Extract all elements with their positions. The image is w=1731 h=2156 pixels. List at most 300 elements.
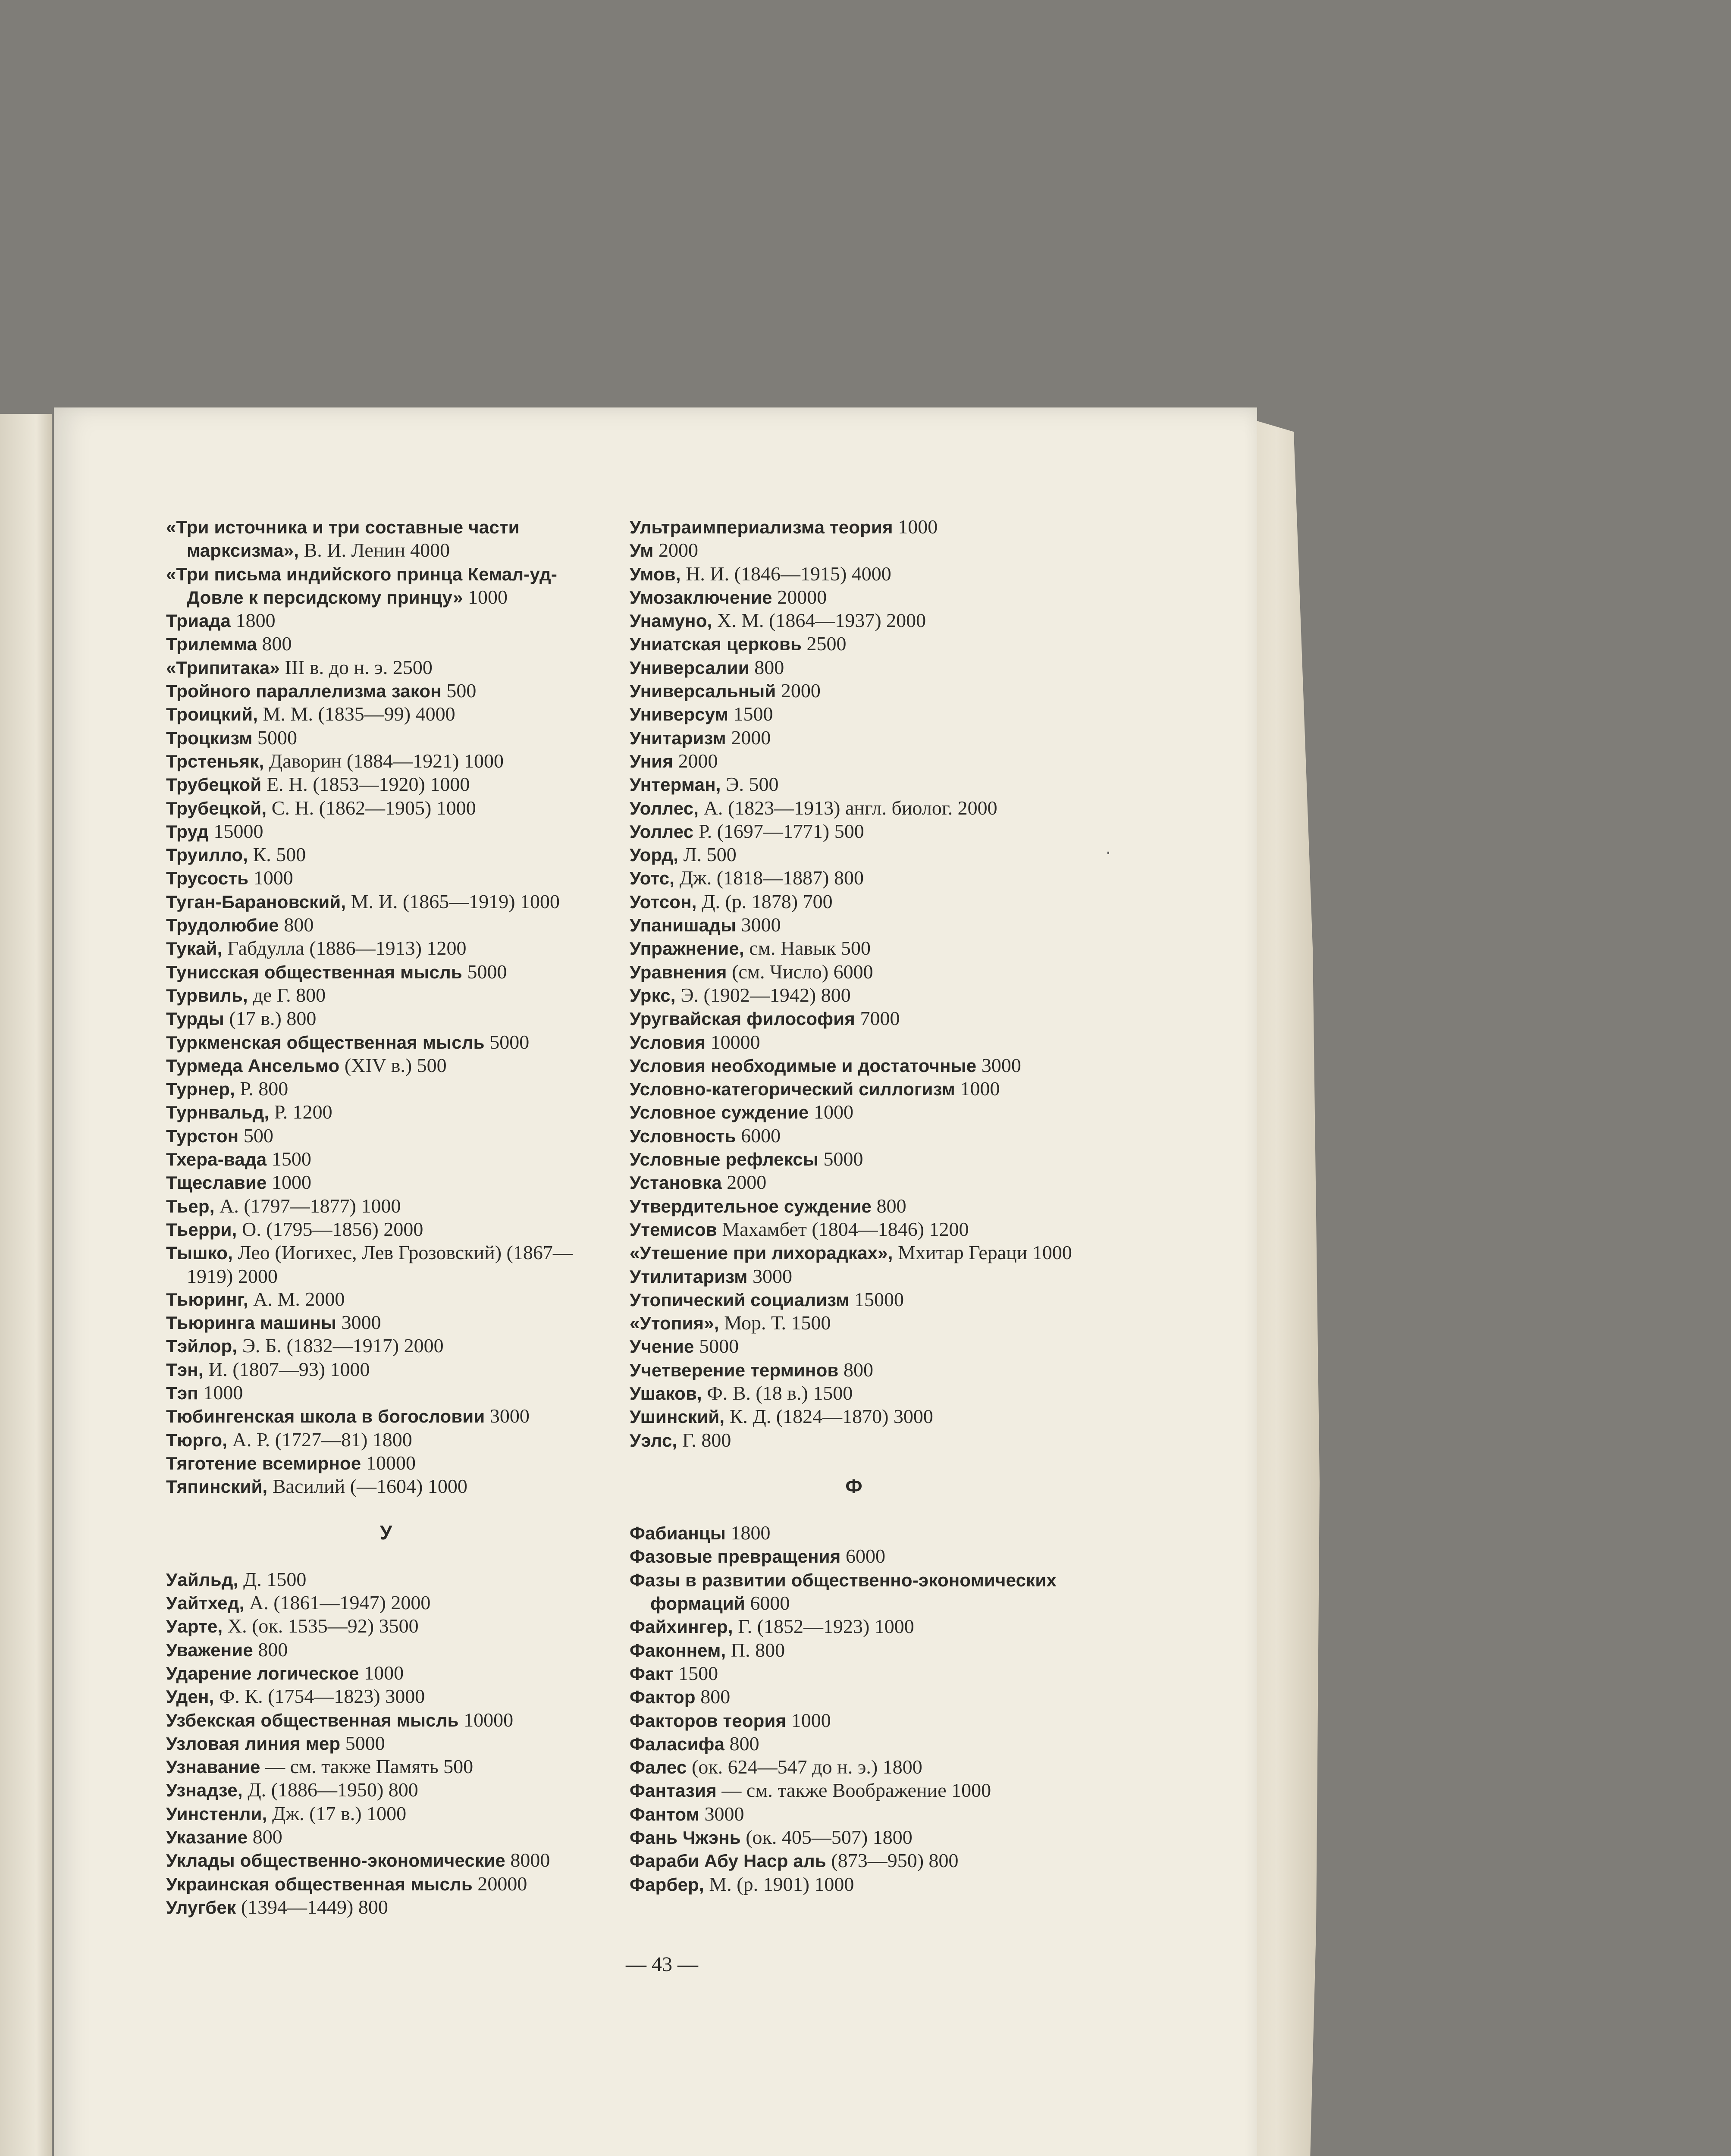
index-entry bbox=[166, 1054, 606, 1077]
index-entry bbox=[166, 1194, 606, 1218]
index-entry bbox=[166, 656, 606, 679]
entry-details: 20000 bbox=[772, 586, 827, 608]
entry-details: К. Д. (1824—1870) 3000 bbox=[724, 1405, 933, 1428]
entry-term: Тяпинский, bbox=[166, 1476, 268, 1497]
entry-term: Уравнения bbox=[630, 962, 727, 982]
entry-details: Э. (1902—1942) 800 bbox=[675, 984, 851, 1006]
entry-details: Ф. К. (1754—1823) 3000 bbox=[214, 1685, 425, 1708]
entry-term: Узнавание bbox=[166, 1757, 260, 1777]
index-entry bbox=[630, 820, 1078, 843]
entry-term: Фараби Абу Наср аль bbox=[630, 1851, 826, 1871]
entry-term: Тщеславие bbox=[166, 1172, 267, 1193]
entry-term: Тэйлор, bbox=[166, 1336, 238, 1357]
entry-term: Троцкизм bbox=[166, 727, 253, 748]
entry-term: Трусость bbox=[166, 868, 249, 889]
entry-details: 500 bbox=[441, 680, 477, 702]
entry-details: Мхитар Гераци 1000 bbox=[893, 1241, 1072, 1264]
index-entry bbox=[166, 1591, 606, 1614]
index-entry bbox=[166, 866, 606, 890]
index-entry bbox=[166, 1358, 606, 1381]
entry-details: де Г. 800 bbox=[248, 984, 326, 1006]
index-entry bbox=[166, 515, 606, 562]
entry-details: 2000 bbox=[673, 749, 718, 772]
index-entry bbox=[166, 1007, 606, 1030]
entry-details: (ок. 624—547 до н. э.) 1800 bbox=[687, 1756, 922, 1778]
entry-term: Тунисская общественная мысль bbox=[166, 962, 462, 982]
entry-term: Утемисов bbox=[630, 1219, 717, 1240]
entry-term: Факторов теория bbox=[630, 1710, 787, 1731]
entry-term: Узловая линия мер bbox=[166, 1733, 341, 1754]
entry-term: Универсальный bbox=[630, 681, 776, 702]
index-entry bbox=[166, 1849, 606, 1872]
entry-term: Фань Чжэнь bbox=[630, 1827, 741, 1848]
entry-details: Мор. Т. 1500 bbox=[719, 1312, 831, 1334]
index-entry bbox=[630, 1545, 1078, 1568]
entry-term: Турды bbox=[166, 1009, 224, 1029]
entry-term: Туган-Барановский, bbox=[166, 891, 346, 912]
entry-details: 800 bbox=[257, 633, 292, 655]
left-entries-top bbox=[166, 515, 606, 1498]
page-number: — 43 — bbox=[626, 1953, 698, 1976]
entry-term: Уайльд, bbox=[166, 1569, 238, 1590]
entry-details: 800 bbox=[838, 1358, 873, 1381]
entry-term: Улугбек bbox=[166, 1897, 236, 1918]
entry-term: Условное суждение bbox=[630, 1102, 809, 1123]
entry-term: Фазы в развитии общественно-экономических формаций bbox=[630, 1570, 1057, 1614]
entry-details: 1500 bbox=[267, 1148, 311, 1170]
index-entry bbox=[166, 984, 606, 1007]
entry-term: Турвиль, bbox=[166, 985, 248, 1006]
entry-term: Тхера-вада bbox=[166, 1149, 267, 1170]
index-entry bbox=[166, 1404, 606, 1428]
entry-details: — см. также Воображение 1000 bbox=[716, 1779, 991, 1802]
index-entry bbox=[166, 562, 606, 609]
entry-term: Тьюринг, bbox=[166, 1289, 248, 1310]
entry-term: «Утешение при лихорадках», bbox=[630, 1243, 893, 1263]
entry-term: Файхингер, bbox=[630, 1617, 733, 1637]
entry-details: 1000 bbox=[786, 1709, 831, 1731]
entry-term: Факоннем, bbox=[630, 1640, 726, 1661]
entry-term: Троицкий, bbox=[166, 704, 258, 725]
index-entry bbox=[630, 1779, 1078, 1802]
entry-details: (1394—1449) 800 bbox=[236, 1896, 388, 1918]
entry-term: Утвердительное суждение bbox=[630, 1196, 872, 1216]
entry-term: Условия необходимые и достаточные bbox=[630, 1055, 977, 1076]
index-entry bbox=[166, 1568, 606, 1591]
entry-details: Н. И. (1846—1915) 4000 bbox=[680, 562, 891, 585]
entry-details: 3000 bbox=[736, 914, 781, 936]
entry-term: Ум bbox=[630, 540, 654, 561]
right-entries-bottom bbox=[630, 1521, 1078, 1896]
entry-details: 3000 bbox=[485, 1405, 530, 1427]
entry-term: Трилемма bbox=[166, 634, 257, 655]
index-entry bbox=[166, 1685, 606, 1708]
entry-term: «Трипитака» bbox=[166, 657, 280, 678]
section-letter-u: У bbox=[379, 1521, 392, 1544]
index-entry bbox=[630, 1335, 1078, 1358]
entry-details: 1500 bbox=[728, 703, 773, 725]
entry-term: Турнер, bbox=[166, 1079, 235, 1100]
entry-details: Даворин (1884—1921) 1000 bbox=[264, 749, 504, 772]
entry-details: 5000 bbox=[252, 726, 298, 749]
entry-term: «Три источника и три составные части марксизма», bbox=[166, 517, 520, 561]
entry-details: 6000 bbox=[736, 1124, 781, 1147]
index-entry bbox=[166, 1428, 606, 1451]
entry-details: 6000 bbox=[840, 1545, 885, 1567]
entry-details: Василий (—1604) 1000 bbox=[267, 1475, 467, 1498]
entry-details: 800 bbox=[695, 1686, 731, 1708]
entry-details: Э. 500 bbox=[721, 773, 779, 796]
index-entry bbox=[630, 1873, 1078, 1896]
entry-details: (см. Число) 6000 bbox=[727, 960, 873, 983]
section-letter-f: Ф bbox=[845, 1475, 862, 1498]
entry-details: 800 bbox=[253, 1638, 288, 1661]
left-entries-bottom bbox=[166, 1568, 606, 1919]
entry-term: Универсум bbox=[630, 704, 729, 725]
entry-details: 5000 bbox=[694, 1335, 739, 1357]
entry-term: Упражнение, bbox=[630, 938, 744, 959]
entry-term: Упанишады bbox=[630, 915, 737, 936]
index-entry bbox=[630, 843, 1078, 866]
index-entry bbox=[630, 749, 1078, 773]
entry-term: Фактор bbox=[630, 1687, 696, 1708]
index-entry bbox=[630, 1241, 1078, 1264]
entry-term: Тройного параллелизма закон bbox=[166, 681, 442, 702]
index-entry bbox=[630, 726, 1078, 749]
index-entry bbox=[630, 1662, 1078, 1685]
index-entry bbox=[166, 960, 606, 984]
left-column bbox=[166, 515, 606, 1919]
index-entry bbox=[166, 1896, 606, 1919]
entry-term: Учение bbox=[630, 1336, 694, 1357]
entry-details: В. И. Ленин 4000 bbox=[299, 539, 450, 561]
entry-details: А. Р. (1727—81) 1800 bbox=[227, 1428, 412, 1451]
entry-details: 3000 bbox=[336, 1311, 381, 1334]
entry-term: Тьюринга машины bbox=[166, 1313, 337, 1333]
index-entry bbox=[166, 913, 606, 937]
entry-term: Условные рефлексы bbox=[630, 1149, 819, 1170]
index-entry bbox=[166, 1124, 606, 1147]
index-entry bbox=[166, 820, 606, 843]
entry-details: см. Навык 500 bbox=[744, 937, 871, 959]
entry-details: (873—950) 800 bbox=[826, 1849, 959, 1872]
entry-details: 15000 bbox=[208, 820, 263, 842]
entry-term: Указание bbox=[166, 1827, 248, 1848]
entry-details: Д. (р. 1878) 700 bbox=[696, 890, 833, 912]
index-entry bbox=[630, 1732, 1078, 1755]
index-entry bbox=[630, 890, 1078, 913]
entry-details: 5000 bbox=[340, 1732, 385, 1754]
index-entry bbox=[630, 702, 1078, 726]
entry-term: Утилитаризм bbox=[630, 1266, 748, 1287]
entry-details: 1000 bbox=[893, 516, 938, 538]
index-entry bbox=[630, 1826, 1078, 1849]
entry-term: Фаласифа bbox=[630, 1733, 725, 1754]
entry-term: Тяготение всемирное bbox=[166, 1453, 361, 1473]
index-entry bbox=[630, 960, 1078, 984]
entry-details: 10000 bbox=[458, 1708, 514, 1731]
index-entry bbox=[166, 1171, 606, 1194]
entry-term: Труилло, bbox=[166, 845, 248, 865]
index-entry bbox=[166, 1755, 606, 1778]
index-entry bbox=[630, 539, 1078, 562]
index-entry bbox=[166, 749, 606, 773]
entry-term: Фабианцы bbox=[630, 1523, 726, 1544]
entry-term: Условия bbox=[630, 1032, 706, 1053]
index-entry bbox=[630, 1194, 1078, 1218]
entry-details: 5000 bbox=[462, 960, 507, 983]
entry-details: 1000 bbox=[809, 1101, 853, 1123]
entry-term: Ушаков, bbox=[630, 1383, 702, 1404]
entry-term: Узнадзе, bbox=[166, 1780, 243, 1801]
entry-term: Фантом bbox=[630, 1804, 699, 1824]
entry-term: Украинская общественная мысль bbox=[166, 1874, 473, 1894]
entry-details: 800 bbox=[872, 1194, 906, 1217]
index-entry bbox=[630, 1521, 1078, 1545]
entry-details: Г. 800 bbox=[677, 1429, 731, 1451]
entry-term: Трудолюбие bbox=[166, 915, 279, 936]
entry-details: А. (1861—1947) 2000 bbox=[244, 1592, 431, 1614]
index-entry bbox=[166, 1825, 606, 1849]
index-entry bbox=[166, 773, 606, 796]
entry-term: Умозаключение bbox=[630, 587, 772, 608]
index-entry bbox=[630, 1615, 1078, 1638]
index-entry bbox=[166, 1334, 606, 1357]
entry-details: Ф. В. (18 в.) 1500 bbox=[702, 1382, 853, 1404]
entry-details: С. Н. (1862—1905) 1000 bbox=[267, 796, 476, 819]
entry-details: 1000 bbox=[248, 867, 293, 889]
index-entry bbox=[166, 1031, 606, 1054]
index-entry bbox=[166, 1451, 606, 1475]
entry-details: 800 bbox=[248, 1826, 282, 1848]
entry-term: Фазовые превращения bbox=[630, 1546, 841, 1567]
entry-details: Р. 800 bbox=[235, 1078, 288, 1100]
index-entry bbox=[630, 937, 1078, 960]
entry-term: Уклады общественно-экономические bbox=[166, 1850, 505, 1871]
entry-term: Условность bbox=[630, 1125, 736, 1146]
entry-details: 1500 bbox=[673, 1662, 718, 1684]
entry-term: Уважение bbox=[166, 1639, 253, 1660]
index-entry bbox=[166, 1661, 606, 1685]
index-entry bbox=[630, 1100, 1078, 1124]
entry-term: Уэлс, bbox=[630, 1430, 677, 1451]
entry-term: Уния bbox=[630, 751, 674, 771]
entry-term: Ультраимпериализма теория bbox=[630, 517, 893, 537]
entry-term: Уоллес bbox=[630, 821, 694, 842]
entry-term: Тышко, bbox=[166, 1243, 233, 1263]
entry-details: Л. 500 bbox=[678, 843, 737, 866]
index-entry bbox=[166, 632, 606, 655]
entry-term: Трубецкой bbox=[166, 774, 262, 795]
entry-details: А. М. 2000 bbox=[248, 1288, 345, 1310]
index-entry bbox=[630, 984, 1078, 1007]
entry-details: Г. (1852—1923) 1000 bbox=[733, 1615, 914, 1638]
index-entry bbox=[630, 1031, 1078, 1054]
ink-speck bbox=[1107, 852, 1109, 854]
entry-term: Установка bbox=[630, 1172, 722, 1193]
entry-term: Уотс, bbox=[630, 868, 675, 889]
entry-details: 2500 bbox=[802, 633, 847, 655]
index-entry bbox=[630, 679, 1078, 702]
index-entry bbox=[166, 679, 606, 702]
entry-term: Туркменская общественная мысль bbox=[166, 1032, 485, 1053]
entry-details: 1800 bbox=[231, 609, 276, 632]
entry-details: П. 800 bbox=[726, 1639, 785, 1661]
entry-details: Р. (1697—1771) 500 bbox=[693, 820, 864, 842]
entry-term: Фантазия bbox=[630, 1780, 717, 1801]
entry-details: Е. Н. (1853—1920) 1000 bbox=[261, 773, 470, 796]
entry-details: 1000 bbox=[463, 586, 508, 608]
entry-details: (17 в.) 800 bbox=[224, 1007, 317, 1030]
entry-details: 1000 bbox=[198, 1381, 243, 1404]
entry-details: 5000 bbox=[484, 1031, 530, 1053]
entry-details: 500 bbox=[238, 1124, 273, 1147]
entry-term: Трстеньяк, bbox=[166, 751, 264, 771]
index-entry bbox=[630, 1077, 1078, 1100]
index-entry bbox=[630, 1849, 1078, 1872]
index-entry bbox=[166, 1638, 606, 1661]
index-entry bbox=[630, 1311, 1078, 1335]
entry-details: 10000 bbox=[361, 1451, 416, 1474]
index-entry bbox=[630, 913, 1078, 937]
index-entry bbox=[166, 702, 606, 726]
index-entry bbox=[166, 937, 606, 960]
entry-details: 1000 bbox=[955, 1078, 1000, 1100]
entry-term: Унтерман, bbox=[630, 774, 721, 795]
entry-term: Уорд, bbox=[630, 845, 679, 865]
entry-term: Турмеда Ансельмо bbox=[166, 1055, 340, 1076]
entry-details: А. (1823—1913) англ. биолог. 2000 bbox=[699, 796, 997, 819]
index-entry bbox=[166, 843, 606, 866]
entry-term: Условно-категорический силлогизм bbox=[630, 1079, 955, 1100]
entry-details: М. М. (1835—99) 4000 bbox=[258, 703, 455, 725]
entry-term: Уругвайская философия bbox=[630, 1009, 855, 1029]
entry-details: 8000 bbox=[505, 1849, 550, 1871]
index-entry bbox=[630, 1429, 1078, 1452]
entry-details: 2000 bbox=[726, 726, 771, 749]
entry-details: О. (1795—1856) 2000 bbox=[237, 1218, 423, 1240]
entry-term: Факт bbox=[630, 1663, 674, 1684]
entry-term: Унитаризм bbox=[630, 727, 726, 748]
entry-details: 6000 bbox=[745, 1592, 790, 1614]
index-entry bbox=[166, 1475, 606, 1498]
entry-details: И. (1807—93) 1000 bbox=[203, 1358, 370, 1380]
entry-details: 1800 bbox=[725, 1522, 771, 1544]
entry-term: Тьер, bbox=[166, 1196, 215, 1216]
index-entry bbox=[630, 1568, 1078, 1615]
entry-term: Умов, bbox=[630, 564, 681, 584]
entry-term: «Утопия», bbox=[630, 1313, 719, 1334]
entry-details: Дж. (17 в.) 1000 bbox=[267, 1802, 407, 1824]
entry-details: 1000 bbox=[267, 1171, 312, 1194]
entry-details: 3000 bbox=[747, 1265, 793, 1287]
index-entry bbox=[630, 1802, 1078, 1826]
entry-details: Х. (ок. 1535—92) 3500 bbox=[223, 1615, 419, 1637]
index-entry bbox=[630, 1755, 1078, 1779]
index-entry bbox=[630, 1358, 1078, 1382]
entry-details: Габдулла (1886—1913) 1200 bbox=[222, 937, 467, 959]
entry-details: Лео (Иогихес, Лев Грозовский) (1867—1919) 2000 bbox=[187, 1241, 573, 1287]
index-entry bbox=[166, 726, 606, 749]
entry-details: Дж. (1818—1887) 800 bbox=[674, 867, 864, 889]
index-entry bbox=[166, 609, 606, 632]
entry-term: Учетверение терминов bbox=[630, 1360, 839, 1380]
index-entry bbox=[630, 1382, 1078, 1405]
index-entry bbox=[630, 586, 1078, 609]
entry-details: 800 bbox=[279, 914, 314, 936]
entry-details: 3000 bbox=[699, 1802, 744, 1825]
entry-term: «Три письма индийского принца Кемал-уд-Довле к персидскому принцу» bbox=[166, 564, 558, 608]
entry-term: Узбекская общественная мысль bbox=[166, 1710, 459, 1730]
index-entry bbox=[166, 1288, 606, 1311]
entry-term: Тэн, bbox=[166, 1359, 204, 1380]
entry-term: Фарбер, bbox=[630, 1874, 704, 1895]
entry-term: Уарте, bbox=[166, 1616, 223, 1637]
entry-term: Уотсон, bbox=[630, 891, 697, 912]
entry-term: Тюрго, bbox=[166, 1429, 228, 1450]
index-entry bbox=[166, 1708, 606, 1732]
entry-details: 2000 bbox=[653, 539, 699, 561]
entry-term: Универсалии bbox=[630, 657, 749, 678]
index-entry bbox=[166, 1732, 606, 1755]
entry-details: Д. 1500 bbox=[238, 1568, 307, 1590]
index-entry bbox=[166, 1100, 606, 1124]
entry-term: Тюбингенская школа в богословии bbox=[166, 1406, 485, 1427]
index-entry bbox=[630, 1405, 1078, 1428]
entry-details: 2000 bbox=[776, 680, 821, 702]
index-entry bbox=[630, 1007, 1078, 1030]
index-entry bbox=[630, 1218, 1078, 1241]
index-entry bbox=[630, 515, 1078, 539]
entry-term: Триада bbox=[166, 611, 231, 631]
entry-details: 15000 bbox=[849, 1288, 904, 1310]
entry-details: А. (1797—1877) 1000 bbox=[214, 1194, 401, 1217]
index-entry bbox=[166, 1802, 606, 1825]
entry-details: 2000 bbox=[721, 1171, 767, 1194]
entry-term: Тьерри, bbox=[166, 1219, 237, 1240]
entry-details: Х. М. (1864—1937) 2000 bbox=[712, 609, 926, 632]
entry-details: (XIV в.) 500 bbox=[339, 1054, 447, 1076]
right-column bbox=[630, 515, 1078, 1896]
index-entry bbox=[630, 632, 1078, 655]
index-entry bbox=[630, 1709, 1078, 1732]
entry-term: Ударение логическое bbox=[166, 1663, 359, 1683]
entry-term: Утопический социализм bbox=[630, 1289, 850, 1310]
index-entry bbox=[630, 1288, 1078, 1311]
entry-term: Турнвальд, bbox=[166, 1102, 270, 1123]
entry-term: Унамуно, bbox=[630, 611, 712, 631]
index-entry bbox=[630, 866, 1078, 890]
entry-term: Фалес bbox=[630, 1757, 687, 1778]
index-entry bbox=[630, 609, 1078, 632]
index-entry bbox=[630, 1147, 1078, 1171]
index-entry bbox=[630, 1685, 1078, 1708]
entry-details: М. И. (1865—1919) 1000 bbox=[346, 890, 560, 912]
index-entry bbox=[166, 1381, 606, 1404]
entry-details: 3000 bbox=[976, 1054, 1021, 1076]
entry-term: Ушинский, bbox=[630, 1407, 725, 1427]
index-entry bbox=[166, 1872, 606, 1896]
index-entry bbox=[166, 1614, 606, 1638]
entry-term: Уркс, bbox=[630, 985, 676, 1006]
index-entry bbox=[630, 796, 1078, 820]
index-entry bbox=[166, 1147, 606, 1171]
entry-term: Труд bbox=[166, 821, 209, 842]
entry-term: Тэп bbox=[166, 1382, 198, 1403]
entry-details: 800 bbox=[724, 1732, 759, 1755]
entry-details: 20000 bbox=[472, 1872, 527, 1895]
entry-details: 1000 bbox=[359, 1661, 404, 1684]
